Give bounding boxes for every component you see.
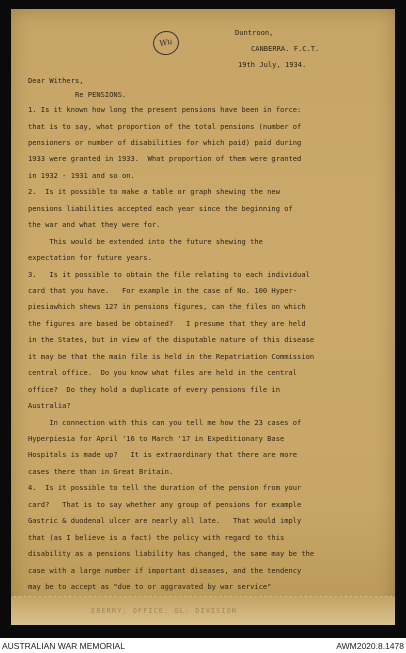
- body-line: cases there than in Great Britain.: [28, 466, 174, 476]
- body-line: that is to say, what proportion of the total pensions (number of: [28, 121, 302, 131]
- body-line: card that you have. For example in the case of No. 100 Hyper-: [28, 285, 298, 295]
- body-line: Hyperpiesia for April '16 to March '17 in Expeditionary Base: [28, 434, 285, 443]
- body-line: card? That is to say whether any group of pensions for example: [28, 499, 302, 509]
- body-line: the war and what they were for.: [28, 220, 161, 230]
- body-line: In connection with this can you tell me how the 23 cases of: [28, 417, 302, 427]
- body-line: that (as I believe is a fact) the policy with regard to this: [28, 532, 285, 542]
- letter-page: [11, 9, 395, 625]
- body-line: This would be extended into the future shewing the: [28, 236, 263, 246]
- letter-date: 19th July, 1934.: [238, 60, 307, 69]
- archive-footer: [0, 638, 406, 653]
- body-line: pensioners or number of disabilities for which paid) paid during: [28, 137, 302, 147]
- body-line: 2. Is it possible to make a table or graph shewing the new: [28, 187, 280, 197]
- circled-annotation: Wu: [151, 29, 181, 58]
- body-line: the figures are based be obtained? I presume that they are held: [28, 318, 306, 328]
- body-line: 1933 were granted in 1933. What proportion of them were granted: [28, 154, 302, 164]
- body-line: may be to accept as "due to or aggravated by war service": [28, 582, 272, 591]
- body-line: disability as a pensions liability has changed, the same may be the: [28, 549, 315, 559]
- address-line-1: Duntroon,: [235, 28, 274, 37]
- body-line: central office. Do you know what files are held in the central: [28, 368, 298, 378]
- body-line: Hospitals is made up? It is extraordinary that there are more: [28, 450, 298, 460]
- body-line: case with a large number if important diseases, and the tendency: [28, 565, 302, 575]
- body-line: 1. Is it known how long the present pensions have been in force:: [28, 105, 302, 114]
- body-line: Australia?: [28, 401, 71, 411]
- torn-bottom-edge: [11, 596, 395, 625]
- body-line: 3. Is it possible to obtain the file relating to each individual: [28, 269, 310, 279]
- body-line: expectation for future years.: [28, 253, 152, 262]
- body-line: it may be that the main file is held in the Repatriation Commission: [28, 351, 315, 361]
- body-line: pensions liabilities accepted each year since the beginning of: [28, 203, 293, 213]
- footer-institution: AUSTRALIAN WAR MEMORIAL: [2, 641, 125, 651]
- body-line: piesiawhich shews 127 in pensions figures, can the files on which: [28, 302, 306, 312]
- body-line: Gastric & duodenal ulcer are nearly all late. That would imply: [28, 516, 302, 526]
- faint-stamp: EBERRY: OFFICE: GL: DIVISION: [91, 607, 238, 615]
- body-line: in 1932 - 1931 and so on.: [28, 170, 135, 180]
- subject-line: Re PENSIONS.: [75, 90, 127, 99]
- body-line: office? Do they hold a duplicate of every pensions file in: [28, 384, 280, 394]
- body-line: in the States, but in view of the disputable nature of this disease: [28, 335, 315, 345]
- salutation: Dear Withers,: [28, 76, 84, 85]
- footer-accession-number: AWM2020.8.1478: [336, 641, 404, 651]
- address-line-2: CANBERRA. F.C.T.: [251, 44, 320, 53]
- body-line: 4. Is it possible to tell the duration of the pension from your: [28, 483, 302, 493]
